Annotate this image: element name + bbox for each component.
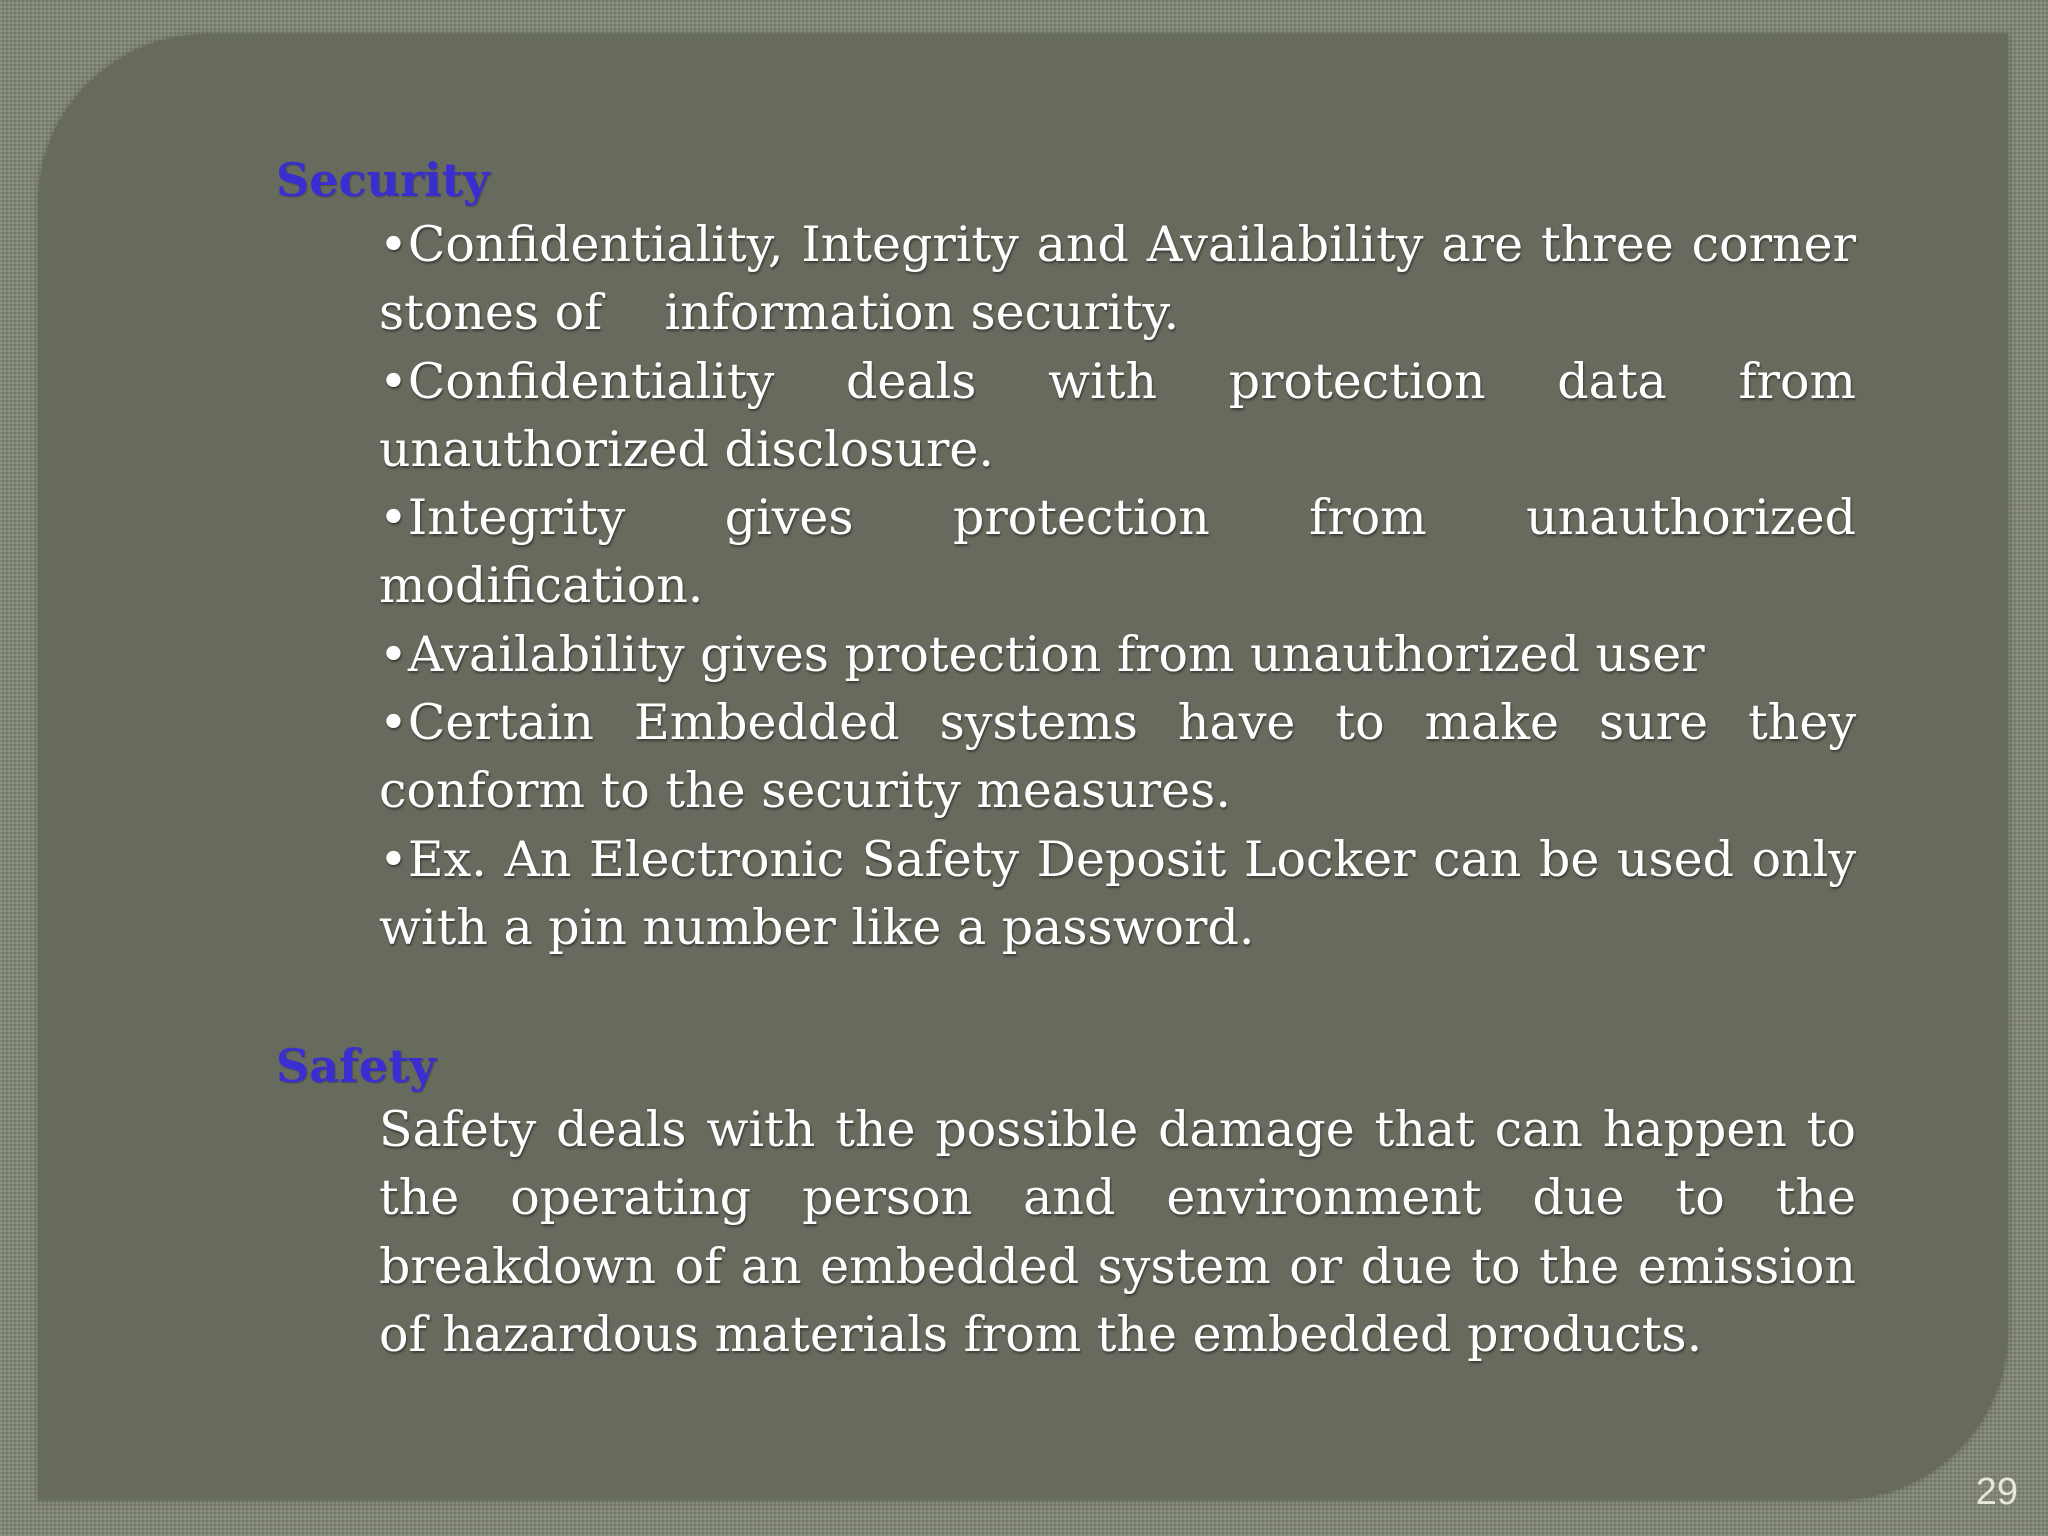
bullet-item: •Integrity gives protection from unauthorized modification. [379,489,1856,615]
page-number: 29 [1975,1471,2018,1513]
bullet-item: •Certain Embedded systems have to make sure they conform to the security measures. [379,694,1856,820]
security-heading: Security [276,153,490,207]
safety-paragraph: Safety deals with the possible damage that can happen to the operating person and environment due to the breakdown of an embedded system or due to the emission of hazardous materials from the embedded products. [379,1101,1856,1363]
bullet-item: •Confidentiality, Integrity and Availability are three corner stones of information security. [379,216,1856,342]
security-bullet-list [379,211,1856,962]
safety-body [379,1096,1856,1369]
bullet-item: •Confidentiality deals with protection data from unauthorized disclosure. [379,352,1856,478]
bullet-item: •Ex. An Electronic Safety Deposit Locker can be used only with a pin number like a password. [379,830,1856,956]
safety-heading: Safety [276,1039,437,1093]
bullet-item: •Availability gives protection from unauthorized user [379,625,1705,683]
